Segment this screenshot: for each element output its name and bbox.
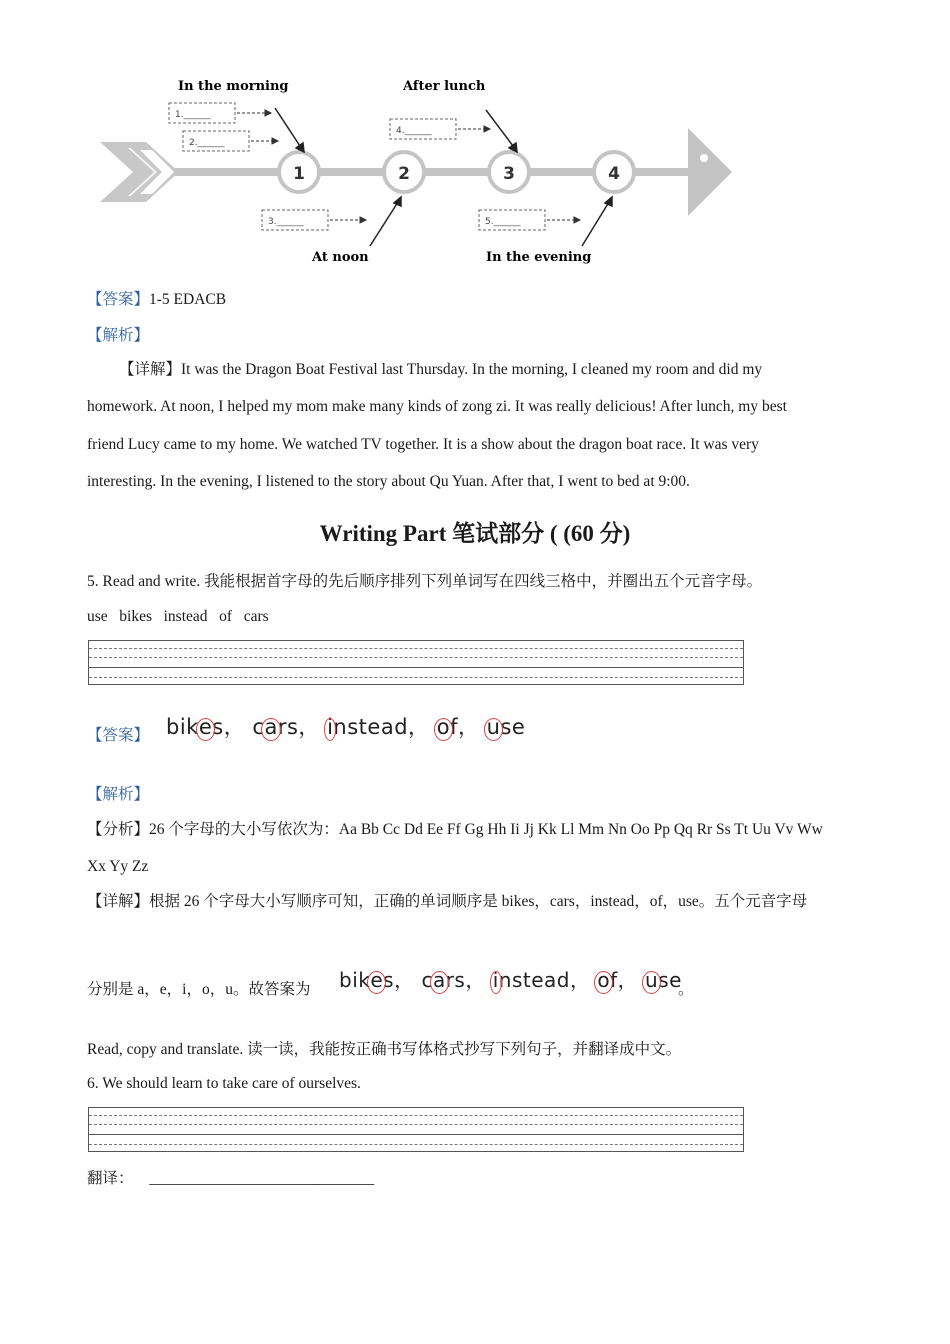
translate-blank[interactable]: _____________________________ bbox=[149, 1170, 375, 1187]
timeline-diagram bbox=[90, 70, 750, 270]
four-line-grid-2[interactable] bbox=[88, 1107, 744, 1152]
label-morning: In the morning bbox=[178, 79, 289, 94]
svg-text:3.______: 3.______ bbox=[268, 217, 304, 227]
label-noon: At noon bbox=[312, 250, 369, 265]
svg-text:3: 3 bbox=[503, 164, 515, 184]
arrow-head-icon bbox=[688, 128, 732, 216]
handwritten-answer-1: bikes， cars， instead， of， use bbox=[166, 715, 526, 739]
answer-tag-q5: 【答案】 bbox=[87, 727, 150, 744]
vowel-circle-i: i bbox=[327, 715, 334, 739]
vowel-circle-u-2: u bbox=[645, 968, 659, 992]
analysis-tag-1: 【解析】 bbox=[87, 327, 150, 344]
rct-instruction: Read, copy and translate. 读一读，我能按正确书写体格式抄写下列句子，并翻译成中文。 bbox=[87, 1041, 682, 1058]
vowel-circle-i-2: i bbox=[492, 968, 499, 992]
blank-box-5 bbox=[479, 210, 545, 230]
fenxi-tag: 【分析】 bbox=[87, 821, 150, 838]
label-evening: In the evening bbox=[486, 250, 592, 265]
vowel-circle-e: e bbox=[198, 715, 213, 739]
section-heading: Writing Part 笔试部分 ( (60 分) bbox=[319, 521, 631, 546]
q5-words: use bikes instead of cars bbox=[87, 608, 269, 625]
timeline-node-2 bbox=[384, 152, 424, 192]
answer-1-text: 1-5 EDACB bbox=[149, 291, 227, 308]
detail-1-line-4: interesting. In the evening, I listened to the story about Qu Yuan. After that, I went to bed at 9:00. bbox=[87, 473, 690, 490]
svg-text:4: 4 bbox=[608, 164, 620, 184]
detail-1-line-1: 【详解】It was the Dragon Boat Festival last Thursday. In the morning, I cleaned my room and did my bbox=[119, 361, 763, 378]
vowel-circle-a: a bbox=[264, 715, 278, 739]
vowel-circle-u: u bbox=[486, 715, 501, 739]
detail-q5-period: 。 bbox=[678, 981, 694, 998]
vowel-circle-e-2: e bbox=[370, 968, 384, 992]
svg-text:1.______: 1.______ bbox=[175, 110, 211, 120]
blank-box-4 bbox=[390, 119, 456, 139]
detail-1-line-2: homework. At noon, I helped my mom make many kinds of zong zi. It was really delicious! After lunch, my best bbox=[87, 398, 787, 415]
svg-text:5.______: 5.______ bbox=[485, 217, 521, 227]
four-line-grid-1[interactable] bbox=[88, 640, 744, 685]
detail-tag-q5: 【详解】 bbox=[87, 893, 150, 910]
answer-tag: 【答案】 bbox=[87, 291, 150, 308]
vowel-circle-a-2: a bbox=[432, 968, 446, 992]
detail-q5-line-2: 分别是 a，e，i，o，u。故答案为 bbox=[87, 981, 311, 998]
detail-q5-line-1: 【详解】根据 26 个字母大小写顺序可知，正确的单词顺序是 bikes，cars，instead，of，use。五个元音字母 bbox=[87, 893, 808, 910]
translate-label: 翻译： bbox=[87, 1170, 134, 1187]
timeline-node-1 bbox=[279, 152, 319, 192]
vowel-circle-o: o bbox=[436, 715, 451, 739]
timeline-node-3 bbox=[489, 152, 529, 192]
fenxi-line-2: Xx Yy Zz bbox=[87, 858, 149, 875]
detail-1-line-3: friend Lucy came to my home. We watched TV together. It is a show about the dragon boat race. It was very bbox=[87, 436, 759, 453]
translate-row bbox=[87, 1169, 374, 1189]
fenxi-line-1: 【分析】26 个字母的大小写依次为：Aa Bb Cc Dd Ee Ff Gg Hh Ii Jj Kk Ll Mm Nn Oo Pp Qq Rr Ss Tt Uu Vv Ww bbox=[87, 821, 823, 838]
answer-1 bbox=[87, 290, 226, 310]
label-after-lunch: After lunch bbox=[403, 79, 486, 94]
blank-box-2 bbox=[183, 131, 249, 151]
q5-prompt: 5. Read and write. 我能根据首字母的先后顺序排列下列单词写在四线三格中，并圈出五个元音字母。 bbox=[87, 573, 763, 590]
blank-box-1 bbox=[169, 103, 235, 123]
q6-sentence: 6. We should learn to take care of ourselves. bbox=[87, 1075, 361, 1092]
handwritten-answer-2: bikes， cars， instead， of， use bbox=[339, 968, 682, 992]
svg-text:4.______: 4.______ bbox=[396, 126, 432, 136]
svg-text:2: 2 bbox=[398, 164, 410, 184]
analysis-tag-q5: 【解析】 bbox=[87, 786, 150, 803]
svg-text:1: 1 bbox=[293, 164, 305, 184]
timeline-node-4 bbox=[594, 152, 634, 192]
blank-box-3 bbox=[262, 210, 328, 230]
detail-tag: 【详解】 bbox=[119, 361, 182, 378]
svg-text:2.______: 2.______ bbox=[189, 138, 225, 148]
vowel-circle-o-2: o bbox=[597, 968, 611, 992]
